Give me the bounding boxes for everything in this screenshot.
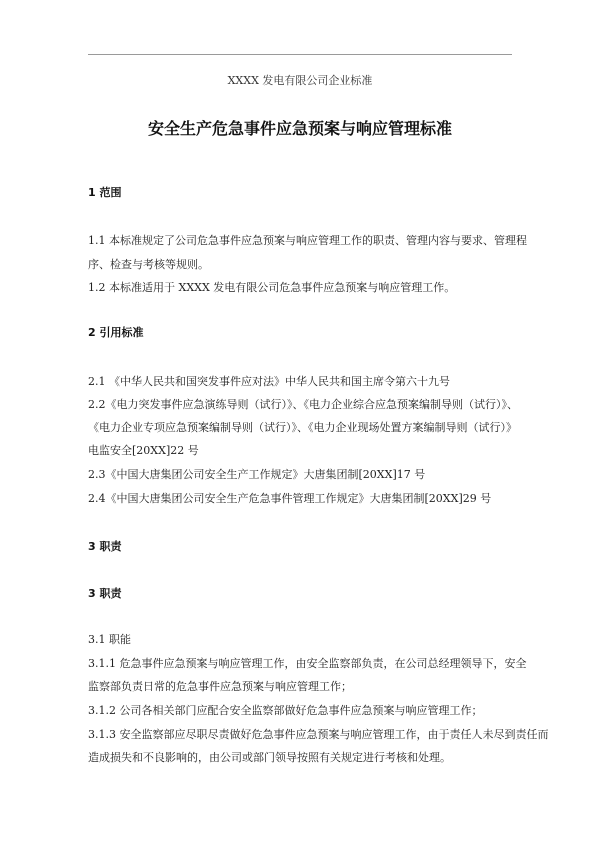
clause-2-3: 2.3《中国大唐集团公司安全生产工作规定》大唐集团制[20XX]17 号 xyxy=(88,468,426,481)
clause-2-2-line-2: 《电力企业专项应急预案编制导则（试行）》、《电力企业现场处置方案编制导则（试行）》 xyxy=(88,421,517,434)
organization-header: XXXX 发电有限公司企业标准 xyxy=(227,74,373,87)
clause-2-4: 2.4《中国大唐集团公司安全生产危急事件管理工作规定》大唐集团制[20XX]29 号 xyxy=(88,492,492,505)
clause-3-1: 3.1 职能 xyxy=(88,633,131,646)
clause-2-2-line-3: 电监安全[20XX]22 号 xyxy=(88,444,199,457)
section-3-heading-a: 3 职责 xyxy=(88,540,122,553)
clause-2-2-line-1: 2.2《电力突发事件应急演练导则（试行）》、《电力企业综合应急预案编制导则（试行）》、 xyxy=(88,398,518,411)
section-2-heading: 2 引用标准 xyxy=(88,326,144,339)
section-1-heading: 1 范围 xyxy=(88,186,122,199)
clause-3-1-1-line-2: 监察部负责日常的危急事件应急预案与响应管理工作； xyxy=(88,680,352,693)
clause-1-1-line-1: 1.1 本标准规定了公司危急事件应急预案与响应管理工作的职责、管理内容与要求、管理程 xyxy=(88,234,527,247)
clause-3-1-1-line-1: 3.1.1 危急事件应急预案与响应管理工作，由安全监察部负责，在公司总经理领导下，安全 xyxy=(88,657,527,670)
clause-3-1-3-line-2: 造成损失和不良影响的，由公司或部门领导按照有关规定进行考核和处理。 xyxy=(88,751,451,764)
section-3-heading-b: 3 职责 xyxy=(88,587,122,600)
clause-1-1-line-2: 序、检查与考核等规则。 xyxy=(88,258,209,271)
clause-3-1-3-line-1: 3.1.3 安全监察部应尽职尽责做好危急事件应急预案与响应管理工作，由于责任人未尽到责任而 xyxy=(88,728,549,741)
clause-2-1: 2.1 《中华人民共和国突发事件应对法》中华人民共和国主席令第六十九号 xyxy=(88,375,450,388)
document-title: 安全生产危急事件应急预案与响应管理标准 xyxy=(147,119,452,138)
header-rule xyxy=(88,54,512,55)
clause-1-2: 1.2 本标准适用于 XXXX 发电有限公司危急事件应急预案与响应管理工作。 xyxy=(88,281,456,294)
clause-3-1-2: 3.1.2 公司各相关部门应配合安全监察部做好危急事件应急预案与响应管理工作； xyxy=(88,704,483,717)
